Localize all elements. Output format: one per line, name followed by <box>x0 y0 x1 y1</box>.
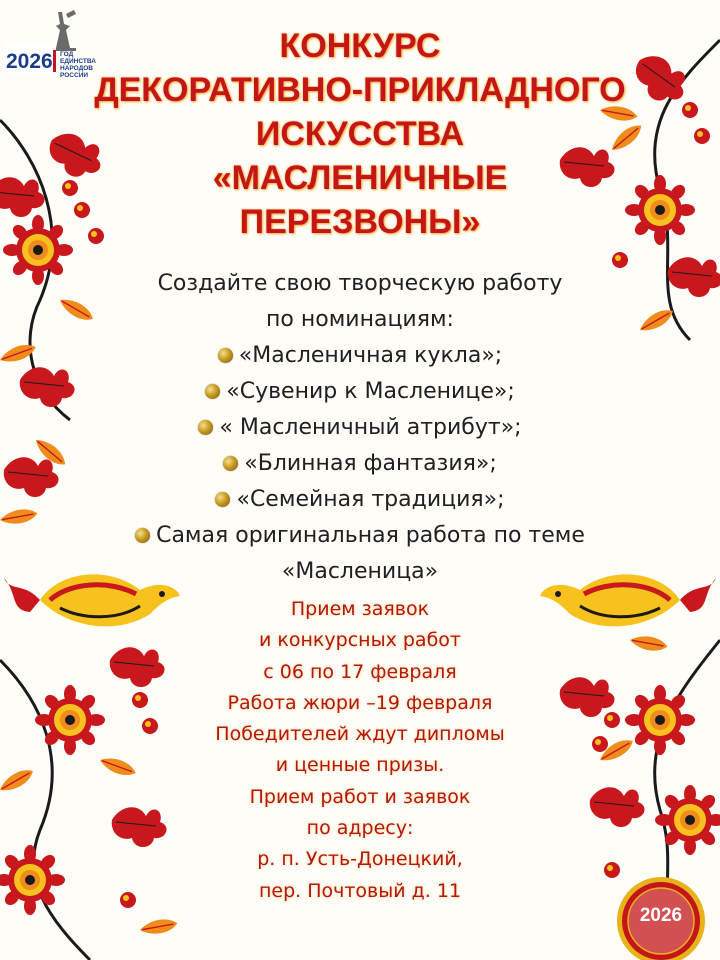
nomination-item <box>40 482 680 518</box>
gold-bullet-icon <box>215 492 230 507</box>
intro-line: по номинациям: <box>266 307 454 332</box>
info-line: Прием работ и заявок <box>249 785 471 808</box>
nomination-label: « Масленичный атрибут»; <box>219 415 522 440</box>
info-line: и конкурсных работ <box>259 629 461 652</box>
logo-line-3: НАРОДОВ <box>60 65 93 72</box>
nominations-list <box>40 338 680 590</box>
nomination-label: «Семейная традиция»; <box>236 487 505 512</box>
nomination-label: «Масленичная кукла»; <box>238 343 503 368</box>
nomination-item <box>40 338 680 374</box>
intro-text <box>100 266 620 338</box>
nomination-label: Самая оригинальная работа по теме <box>156 523 585 548</box>
title-line: ДЕКОРАТИВНО-ПРИКЛАДНОГО <box>94 71 626 109</box>
submission-dates: с 06 по 17 февраля <box>263 660 457 683</box>
gold-bullet-icon <box>223 456 238 471</box>
gold-bullet-icon <box>205 384 220 399</box>
year-badge <box>614 874 708 960</box>
info-line: Победителей ждут дипломы <box>215 723 505 746</box>
gold-bullet-icon <box>218 348 233 363</box>
nomination-label-continuation: «Масленица» <box>281 559 439 584</box>
nomination-item <box>40 518 680 590</box>
nomination-item <box>40 446 680 482</box>
address-line: р. п. Усть-Донецкий, <box>257 848 463 871</box>
info-line: Прием заявок <box>290 598 430 620</box>
badge-year: 2026 <box>639 905 683 926</box>
title-line: ИСКУССТВА <box>255 115 465 153</box>
contest-title <box>60 24 660 244</box>
nomination-label: «Сувенир к Масленице»; <box>226 379 515 404</box>
info-line: по адресу: <box>306 817 414 840</box>
nomination-label: «Блинная фантазия»; <box>244 451 497 476</box>
logo-year: 2026 <box>6 50 53 73</box>
title-line: КОНКУРС <box>279 27 441 65</box>
logo-line-4: РОССИИ <box>60 72 89 79</box>
gold-bullet-icon <box>135 528 150 543</box>
jury-date: Работа жюри –19 февраля <box>227 691 493 714</box>
logo-line-2: ЕДИНСТВА <box>60 58 96 65</box>
address-line: пер. Почтовый д. 11 <box>258 879 462 902</box>
title-line: ПЕРЕЗВОНЫ» <box>239 203 481 241</box>
title-line: «МАСЛЕНИЧНЫЕ <box>212 159 508 197</box>
nomination-item <box>40 410 680 446</box>
nomination-item <box>40 374 680 410</box>
intro-line: Создайте свою творческую работу <box>157 271 563 296</box>
submission-info <box>150 594 570 907</box>
logo-line-1: ГОД <box>60 51 74 58</box>
gold-bullet-icon <box>198 420 213 435</box>
info-line: и ценные призы. <box>275 754 445 777</box>
